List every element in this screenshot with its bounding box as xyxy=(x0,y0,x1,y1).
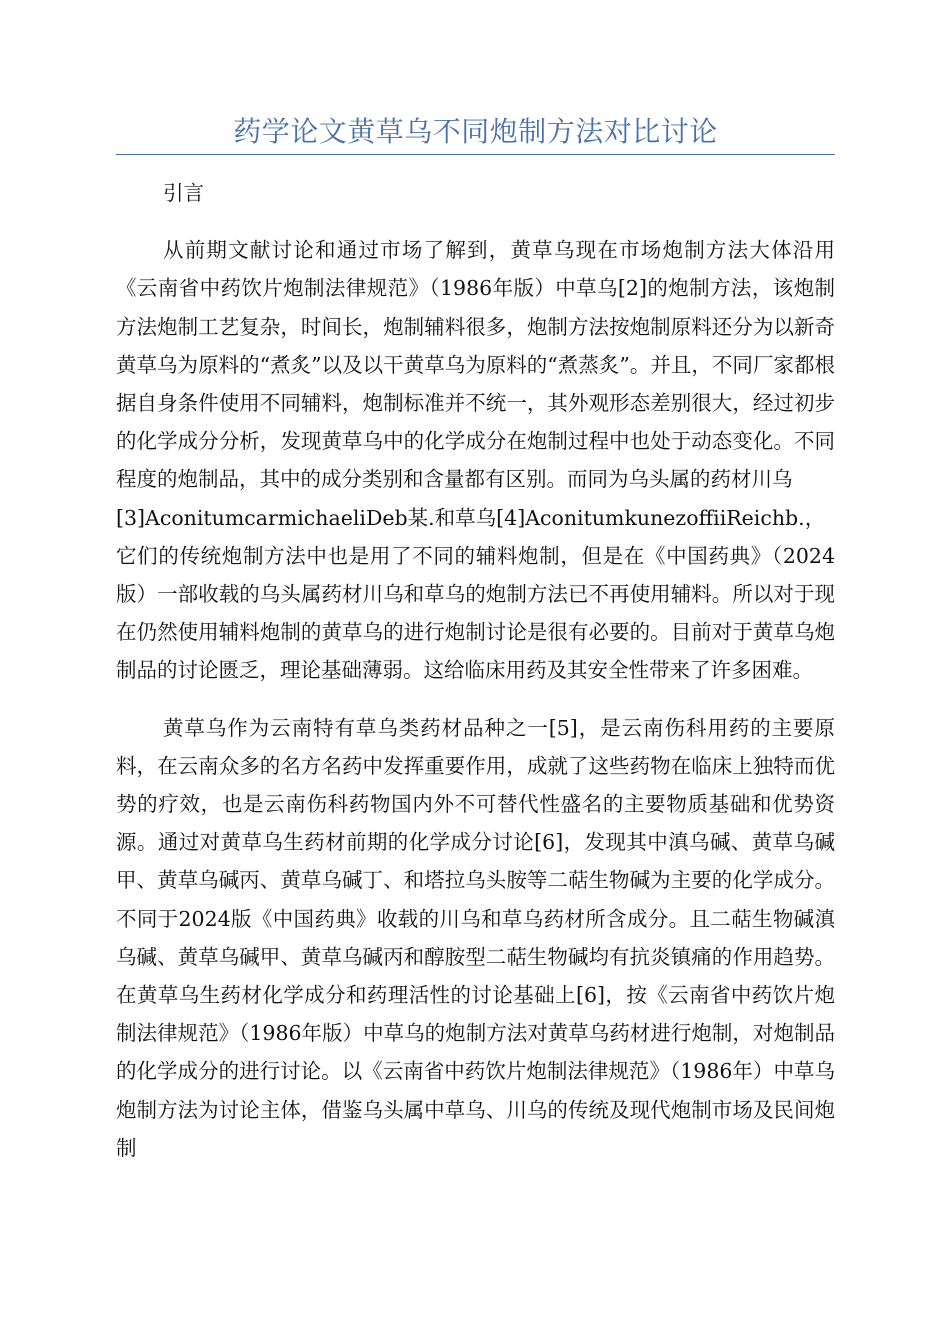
section-heading: 引言 xyxy=(163,181,204,205)
title-block xyxy=(116,112,835,155)
paragraph-intro-latin-names: [3]AconitumcarmichaeliDeb某.和草乌[4]AconitumkunezoffiiReichb.， xyxy=(116,505,826,530)
document-body xyxy=(116,174,835,1186)
paragraph-intro xyxy=(116,231,835,689)
title-underline xyxy=(116,154,835,155)
paragraph-background: 黄草乌作为云南特有草乌类药材品种之一[5]，是云南伤科用药的主要原料，在云南众多的名方名药中发挥重要作用，成就了这些药物在临床上独特而优势的疗效，也是云南伤科药物国内外不可替代性盛名的主要物质基础和优势资源。通过对黄草乌生药材前期的化学成分讨论[6]，发现其中滇乌碱、黄草乌碱甲、黄草乌碱丙、黄草乌碱丁、和塔拉乌头胺等二萜生物碱为主要的化学成分。不同于2024版《中国药典》收载的川乌和草乌药材所含成分。且二萜生物碱滇乌碱、黄草乌碱甲、黄草乌碱丙和醇胺型二萜生物碱均有抗炎镇痛的作用趋势。在黄草乌生药材化学成分和药理活性的讨论基础上[6]，按《云南省中药饮片炮制法律规范》（1986年版）中草乌的炮制方法对黄草乌药材进行炮制，对炮制品的化学成分的进行讨论。以《云南省中药饮片炮制法律规范》（1986年）中草乌炮制方法为讨论主体，借鉴乌头属中草乌、川乌的传统及现代炮制市场及民间炮制 xyxy=(116,715,835,1160)
paragraph-intro-text-a: 从前期文献讨论和通过市场了解到，黄草乌现在市场炮制方法大体沿用《云南省中药饮片炮制法律规范》（1986年版）中草乌[2]的炮制方法，该炮制方法炮制工艺复杂，时间长，炮制辅料很多，炮制方法按炮制原料还分为以新奇黄草乌为原料的“煮炙”以及以干黄草乌为原料的“煮蒸炙”。并且，不同厂家都根据自身条件使用不同辅料，炮制标准并不统一，其外观形态差别很大，经过初步的化学成分分析，发现黄草乌中的化学成分在炮制过程中也处于动态变化。不同程度的炮制品，其中的成分类别和含量都有区别。而同为乌头属的药材川乌 xyxy=(116,238,835,492)
paragraph-intro-text-b: 它们的传统炮制方法中也是用了不同的辅料炮制，但是在《中国药典》（2024版）一部收载的乌头属药材川乌和草乌的炮制方法已不再使用辅料。所以对于现在仍然使用辅料炮制的黄草乌的进行炮制讨论是很有必要的。目前对于黄草乌炮制品的讨论匮乏，理论基础薄弱。这给临床用药及其安全性带来了许多困难。 xyxy=(116,543,835,683)
page-title: 药学论文黄草乌不同炮制方法对比讨论 xyxy=(233,115,718,148)
